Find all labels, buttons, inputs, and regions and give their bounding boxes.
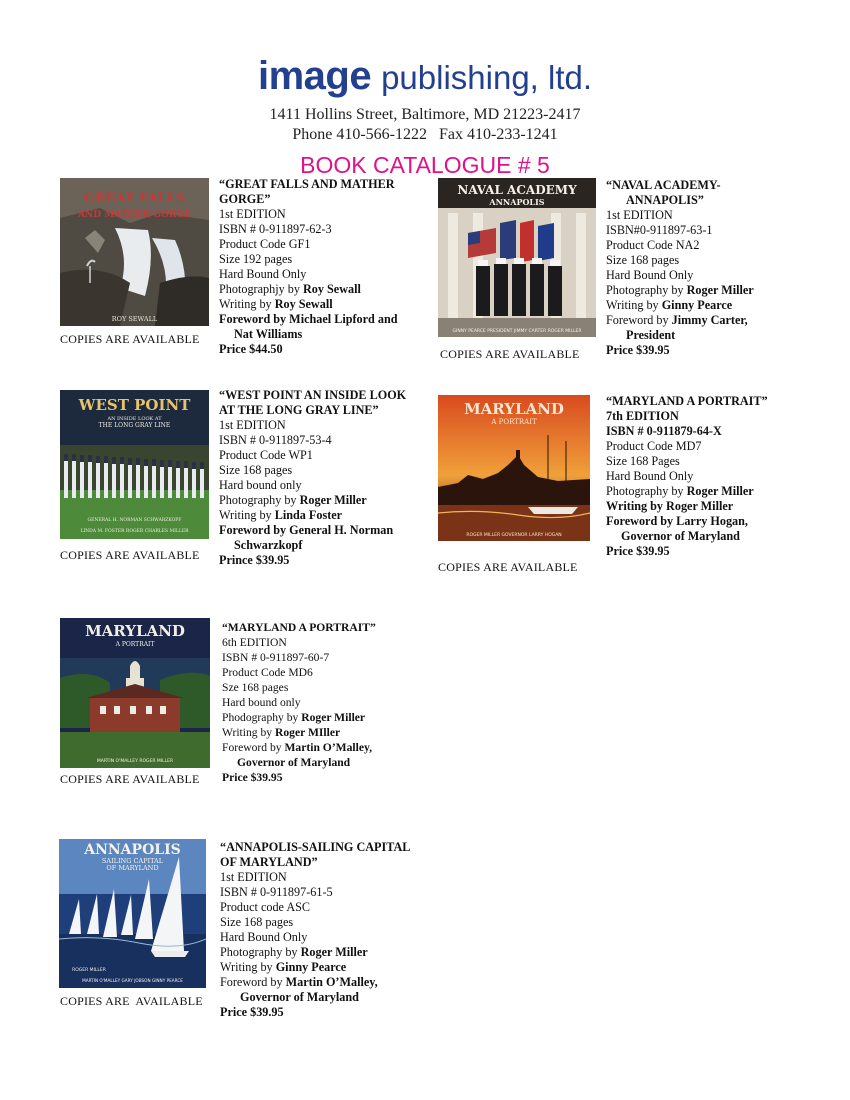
cover-title: MARYLAND xyxy=(464,400,564,418)
book-product-code: Product Code WP1 xyxy=(219,448,313,462)
book-size: Size 168 pages xyxy=(220,915,294,929)
book-title: “MARYLAND A PORTRAIT” xyxy=(606,394,768,408)
book-foreword: Foreword by Larry Hogan, xyxy=(606,514,748,528)
book-edition: 1st EDITION xyxy=(220,870,287,884)
writing-prefix: Writing by xyxy=(219,508,275,522)
book-size: Size 168 pages xyxy=(606,253,680,267)
book-isbn: ISBN # 0-911897-53-4 xyxy=(219,433,332,447)
book-info-west-point xyxy=(219,388,419,568)
copies-available-label: COPIES ARE AVAILABLE xyxy=(60,994,203,1008)
cover-title: GREAT FALLS xyxy=(83,191,186,206)
book-edition: 1st EDITION xyxy=(219,207,286,221)
book-product-code: Product Code MD6 xyxy=(222,666,313,679)
catalogue-title: BOOK CATALOGUE # 5 xyxy=(300,152,550,178)
writing-prefix: Writing by xyxy=(606,298,662,312)
book-price: Prince $39.95 xyxy=(219,553,290,567)
cover-credit-2: MARTIN O'MALLEY GARY JOBSON GINNY PEARCE xyxy=(82,978,183,983)
book-foreword-cont: Governor of Maryland xyxy=(237,756,351,769)
cover-credit: GENERAL H. NORMAN SCHWARZKOPF xyxy=(87,518,182,523)
book-price: Price $39.95 xyxy=(606,343,670,357)
book-binding: Hard bound only xyxy=(222,696,301,709)
book-info-great-falls xyxy=(219,177,419,357)
writer-name: Ginny Pearce xyxy=(661,298,733,312)
book-edition: 1st EDITION xyxy=(606,208,673,222)
book-binding: Hard Bound Only xyxy=(606,268,694,282)
book-writing: Writing by Roger Miller xyxy=(606,499,734,513)
book-photography xyxy=(222,710,422,725)
publisher-phone-fax: Phone 410-566-1222 Fax 410-233-1241 xyxy=(292,126,558,143)
photography-prefix: Photographjy by xyxy=(219,282,303,296)
book-cover-west-point xyxy=(60,390,209,539)
writing-prefix: Writing by xyxy=(220,960,276,974)
cover-subtitle: SAILING CAPITAL xyxy=(101,857,164,865)
book-edition: 6th EDITION xyxy=(222,636,287,649)
photography-prefix: Photography by xyxy=(606,283,687,297)
photographer-name: Roger Miller xyxy=(300,945,368,959)
photography-prefix: Photography by xyxy=(606,484,687,498)
book-edition: 1st EDITION xyxy=(219,418,286,432)
book-photography xyxy=(606,484,806,499)
book-binding: Hard Bound Only xyxy=(220,930,308,944)
book-price: Price $39.95 xyxy=(606,544,670,558)
cover-title: MARYLAND xyxy=(85,622,185,640)
book-writing xyxy=(222,725,422,740)
publisher-logo xyxy=(0,56,850,105)
copies-available-label: COPIES ARE AVAILABLE xyxy=(60,548,200,562)
writer-name: Linda Foster xyxy=(274,508,343,522)
writing-prefix: Writing by xyxy=(222,726,275,739)
cover-credit: ROY SEWALL xyxy=(111,315,158,323)
foreword-prefix: Foreword by xyxy=(222,741,285,754)
book-cover-maryland-7th xyxy=(438,395,590,541)
book-photography xyxy=(219,493,419,508)
cover-subtitle: AN INSIDE LOOK AT xyxy=(107,416,162,422)
book-isbn: ISBN#0-911897-63-1 xyxy=(606,223,713,237)
book-price: Price $44.50 xyxy=(219,342,283,356)
writer-name: Ginny Pearce xyxy=(275,960,347,974)
book-product-code: Product Code MD7 xyxy=(606,439,702,453)
publisher-name-rest: publishing, ltd. xyxy=(381,59,593,96)
cover-credit: GINNY PEARCE PRESIDENT JIMMY CARTER ROGER MILLER xyxy=(452,329,582,334)
cover-title: WEST POINT xyxy=(78,396,191,414)
book-product-code: Product Code NA2 xyxy=(606,238,700,252)
book-size: Size 168 Pages xyxy=(606,454,680,468)
foreword-prefix: Foreword by xyxy=(606,313,672,327)
book-title: “WEST POINT AN INSIDE LOOK AT THE LONG GRAY LINE” xyxy=(219,388,407,417)
book-title: “ANNAPOLIS-SAILING CAPITAL OF MARYLAND” xyxy=(220,840,410,869)
book-writing xyxy=(219,297,419,312)
book-isbn: ISBN # 0-911897-62-3 xyxy=(219,222,332,236)
book-price: Price $39.95 xyxy=(220,1005,284,1019)
photography-prefix: Photography by xyxy=(220,945,301,959)
book-writing xyxy=(219,508,419,523)
book-size: Size 192 pages xyxy=(219,252,293,266)
cover-credit: ROGER MILLER xyxy=(72,968,106,973)
cover-credit-2: LINDA M. FOSTER ROGER CHARLES MILLER xyxy=(80,529,189,534)
book-edition: 7th EDITION xyxy=(606,409,679,423)
cover-subtitle-2: OF MARYLAND xyxy=(106,864,159,872)
foreword-name: Martin O’Malley, xyxy=(285,975,378,989)
cover-subtitle: AND MATHER GORGE xyxy=(78,210,191,220)
book-photography xyxy=(606,283,806,298)
book-foreword-cont: Nat Williams xyxy=(234,327,303,341)
cover-subtitle: A PORTRAIT xyxy=(115,641,155,648)
book-title: “GREAT FALLS AND MATHER GORGE” xyxy=(219,177,395,206)
book-product-code: Product Code GF1 xyxy=(219,237,311,251)
book-writing xyxy=(220,960,420,975)
book-cover-great-falls xyxy=(60,178,209,326)
book-binding: Hard bound only xyxy=(219,478,302,492)
book-writing xyxy=(606,298,806,313)
book-binding: Hard Bound Only xyxy=(219,267,307,281)
book-isbn: ISBN # 0-911897-61-5 xyxy=(220,885,333,899)
cover-credit: MARTIN O'MALLEY ROGER MILLER xyxy=(96,759,174,764)
copies-available-label: COPIES ARE AVAILABLE xyxy=(60,332,200,346)
book-cover-naval-academy xyxy=(438,178,596,337)
book-foreword-cont: Governor of Maryland xyxy=(621,529,740,543)
writing-prefix: Writing by xyxy=(219,297,275,311)
cover-subtitle: ANNAPOLIS xyxy=(489,197,545,207)
foreword-name: Jimmy Carter, xyxy=(671,313,748,327)
book-info-maryland-6th xyxy=(222,620,422,785)
writer-name: Roy Sewall xyxy=(274,297,333,311)
book-foreword-cont: President xyxy=(626,328,676,342)
book-isbn: ISBN # 0-911897-60-7 xyxy=(222,651,330,664)
foreword-name: Martin O’Malley, xyxy=(284,741,373,754)
publisher-name-bold: image xyxy=(257,54,372,98)
cover-title: NAVAL ACADEMY xyxy=(457,183,577,197)
photographer-name: Roger Miller xyxy=(686,484,754,498)
copies-available-label: COPIES ARE AVAILABLE xyxy=(438,560,578,574)
book-size: Size 168 pages xyxy=(219,463,293,477)
photographer-name: Roger Miller xyxy=(686,283,754,297)
catalogue-header xyxy=(0,56,850,179)
book-price: Price $39.95 xyxy=(222,771,283,784)
cover-subtitle: A PORTRAIT xyxy=(491,418,537,426)
photography-prefix: Phodography by xyxy=(222,711,302,724)
publisher-address: 1411 Hollins Street, Baltimore, MD 21223-2417 xyxy=(269,106,581,123)
book-info-annapolis xyxy=(220,840,420,1020)
book-foreword-cont: Governor of Maryland xyxy=(240,990,359,1004)
book-foreword xyxy=(606,313,806,328)
cover-subtitle-2: THE LONG GRAY LINE xyxy=(98,422,171,429)
photography-prefix: Photography by xyxy=(219,493,300,507)
photographer-name: Roger Miller xyxy=(301,711,366,724)
photographer-name: Roger Miller xyxy=(299,493,367,507)
book-photography xyxy=(219,282,419,297)
book-cover-annapolis xyxy=(59,839,206,988)
book-foreword: Foreword by General H. Norman xyxy=(219,523,394,537)
book-foreword-cont: Schwarzkopf xyxy=(234,538,303,552)
book-title: “NAVAL ACADEMY- xyxy=(606,178,721,192)
book-binding: Hard Bound Only xyxy=(606,469,694,483)
book-product-code: Product code ASC xyxy=(220,900,311,914)
photographer-name: Roy Sewall xyxy=(302,282,361,296)
book-foreword: Foreword by Michael Lipford and xyxy=(219,312,398,326)
cover-title: ANNAPOLIS xyxy=(84,842,181,858)
foreword-prefix: Foreword by xyxy=(220,975,286,989)
book-foreword xyxy=(220,975,420,990)
copies-available-label: COPIES ARE AVAILABLE xyxy=(440,347,580,361)
book-size: Sze 168 pages xyxy=(222,681,289,694)
copies-available-label: COPIES ARE AVAILABLE xyxy=(60,772,200,786)
writer-name: Roger MIller xyxy=(275,726,341,739)
book-isbn: ISBN # 0-911879-64-X xyxy=(606,424,722,438)
book-cover-maryland-6th xyxy=(60,618,210,768)
book-title-cont: ANNAPOLIS” xyxy=(626,193,704,207)
book-info-naval-academy xyxy=(606,178,806,358)
book-foreword xyxy=(222,740,422,755)
book-info-maryland-7th xyxy=(606,394,806,559)
book-title: “MARYLAND A PORTRAIT” xyxy=(222,621,376,634)
cover-credit: ROGER MILLER GOVERNOR LARRY HOGAN xyxy=(466,533,562,538)
book-photography xyxy=(220,945,420,960)
